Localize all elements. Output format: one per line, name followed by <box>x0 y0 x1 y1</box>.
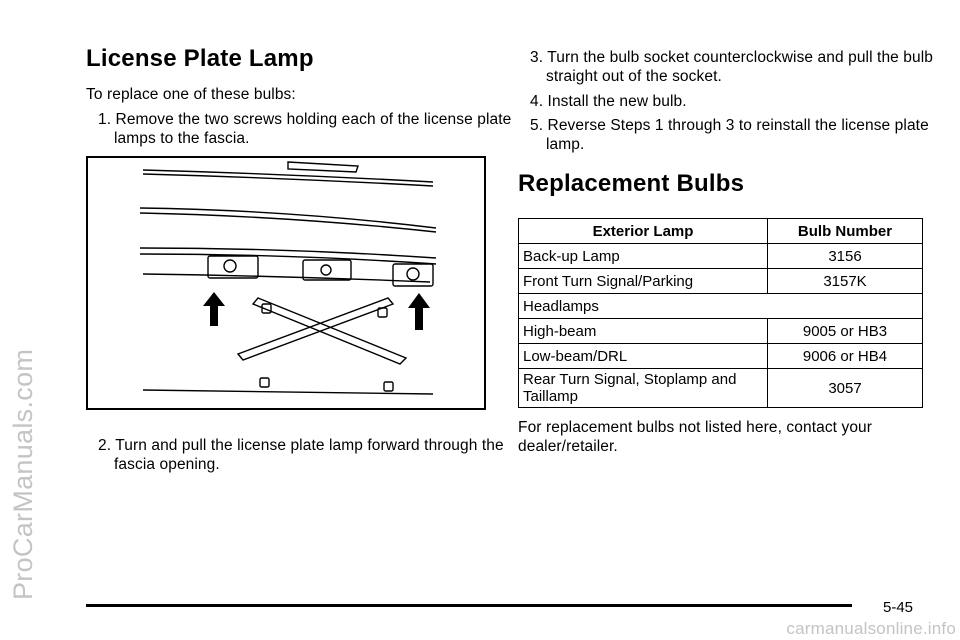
license-lamp-right <box>393 264 433 286</box>
column-header-bulb-number: Bulb Number <box>768 219 923 244</box>
fascia-lower-edge <box>143 274 430 282</box>
lamp-cell: Front Turn Signal/Parking <box>519 269 768 294</box>
bulb-cell: 3057 <box>768 369 923 408</box>
lamp-group-cell: Headlamps <box>519 294 923 319</box>
lamp-cell: Low-beam/DRL <box>519 344 768 369</box>
table-row <box>519 244 923 269</box>
table-row <box>519 344 923 369</box>
trim-line-top <box>143 170 433 182</box>
table-row <box>519 319 923 344</box>
watermark-side: ProCarManuals.com <box>8 348 38 600</box>
step-5: 5. Reverse Steps 1 through 3 to reinstall the license plate lamp. <box>530 117 929 153</box>
arrow-up-right <box>408 293 430 330</box>
top-clip <box>288 162 358 172</box>
bulb-cell: 3156 <box>768 244 923 269</box>
footnote: For replacement bulbs not listed here, contact your dealer/retailer. <box>518 419 873 455</box>
table-row <box>519 269 923 294</box>
step-2: 2. Turn and pull the license plate lamp forward through the fascia opening. <box>98 437 504 473</box>
footer-rule <box>86 604 852 607</box>
replacement-bulbs-table <box>518 218 923 408</box>
intro-text: To replace one of these bulbs: <box>86 86 296 103</box>
lamp-cell: Back-up Lamp <box>519 244 768 269</box>
bulb-cell: 9005 or HB3 <box>768 319 923 344</box>
section-heading-license-plate-lamp: License Plate Lamp <box>86 45 314 72</box>
column-header-exterior-lamp: Exterior Lamp <box>519 219 768 244</box>
page-number: 5-45 <box>883 599 914 616</box>
table-row <box>519 294 923 319</box>
step-3: 3. Turn the bulb socket counterclockwise and pull the bulb straight out of the socket. <box>530 49 934 85</box>
license-plate-lamp-illustration <box>86 156 486 410</box>
bulb-cell: 3157K <box>768 269 923 294</box>
step-4: 4. Install the new bulb. <box>530 93 687 110</box>
lamp-cell: Rear Turn Signal, Stoplamp and Taillamp <box>519 369 768 408</box>
trim-line-middle <box>140 208 436 228</box>
table-header-row <box>519 219 923 244</box>
section-heading-replacement-bulbs: Replacement Bulbs <box>518 170 745 197</box>
table-row <box>519 369 923 408</box>
arrow-up-left <box>203 292 225 326</box>
lamp-cell: High-beam <box>519 319 768 344</box>
step-1: 1. Remove the two screws holding each of the license plate lamps to the fascia. <box>98 111 512 147</box>
fascia-diagram <box>88 158 484 408</box>
watermark-bottom: carmanualsonline.info <box>786 619 956 638</box>
bulb-cell: 9006 or HB4 <box>768 344 923 369</box>
